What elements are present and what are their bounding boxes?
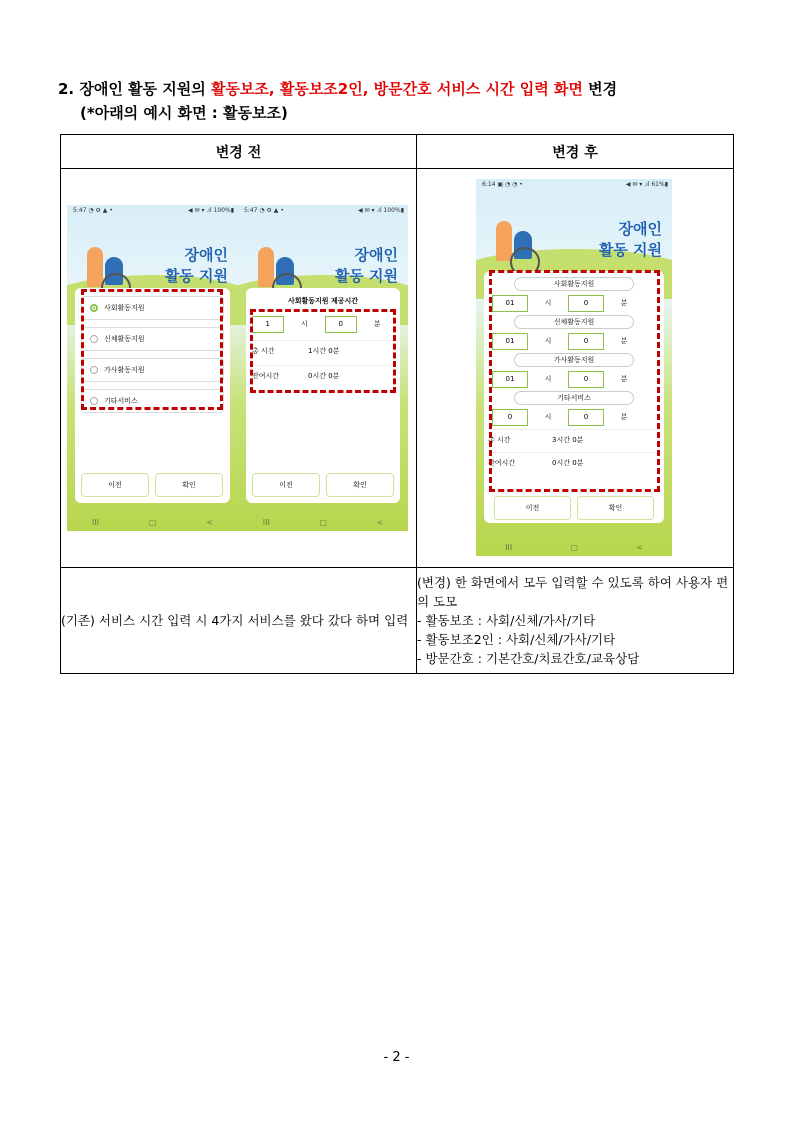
back-icon[interactable]: < [636, 543, 643, 552]
total-value: 1시간 0분 [308, 347, 340, 355]
after-description [417, 568, 734, 674]
option-physical[interactable]: 신체활동지원 [81, 327, 224, 351]
caregiver-illustration [87, 247, 103, 287]
app-title-line2: 활동 지원 [334, 267, 398, 285]
status-bar: 5:47 ◔ ⚙ ▲ • ◀ ✉ ▾ .ıl 100%▮ [73, 207, 234, 214]
hour-input[interactable]: 01 [492, 333, 528, 350]
android-nav-bar [476, 543, 672, 552]
hour-unit: 시 [544, 299, 552, 307]
remain-label: 잔여시간 [252, 372, 280, 380]
minute-unit: 분 [620, 299, 628, 307]
remain-value: 0시간 0분 [308, 372, 340, 380]
service-label: 가사활동지원 [514, 353, 634, 367]
recent-apps-icon[interactable]: III [262, 518, 270, 527]
prev-button[interactable]: 이전 [252, 473, 320, 497]
hour-unit: 시 [544, 337, 552, 345]
hour-input[interactable]: 01 [492, 295, 528, 312]
phone-screen-after [476, 179, 672, 556]
app-title-line1: 장애인 [184, 246, 228, 264]
minute-input[interactable]: 0 [568, 409, 604, 426]
option-social[interactable]: 사회활동지원 [81, 296, 224, 320]
col-after-header: 변경 후 [417, 135, 734, 169]
hour-unit: 시 [300, 320, 308, 328]
total-label: 총 시간 [488, 436, 511, 444]
phone-screen-select [67, 205, 238, 531]
highlight-box [250, 309, 396, 393]
hour-unit: 시 [544, 375, 552, 383]
hour-input[interactable]: 1 [252, 316, 284, 333]
minute-unit: 분 [620, 375, 628, 383]
minute-input[interactable]: 0 [568, 333, 604, 350]
minute-unit: 분 [620, 337, 628, 345]
service-label: 사회활동지원 [514, 277, 634, 291]
app-title-line2: 활동 지원 [598, 241, 662, 259]
section-heading [58, 76, 617, 102]
total-label: 총 시간 [252, 347, 275, 355]
service-label: 기타서비스 [514, 391, 634, 405]
service-title: 사회활동지원 제공시간 [287, 297, 359, 305]
heading-suffix: 변경 [582, 80, 618, 98]
hour-input[interactable]: 01 [492, 371, 528, 388]
minute-unit: 분 [620, 413, 628, 421]
before-description: (기존) 서비스 시간 입력 시 4가지 서비스를 왔다 갔다 하며 입력 [61, 568, 417, 674]
remain-value: 0시간 0분 [552, 459, 584, 467]
heading-prefix: 2. 장애인 활동 지원의 [58, 80, 211, 98]
back-icon[interactable]: < [206, 518, 214, 527]
total-value: 3시간 0분 [552, 436, 584, 444]
status-bar: 6:14 ▣ ◔ ◔ • ◀ ✉ ▾ .ıl 61%▮ [482, 181, 668, 188]
home-icon[interactable]: ▢ [319, 518, 327, 527]
heading-highlight: 활동보조, 활동보조2인, 방문간호 서비스 시간 입력 화면 [210, 80, 583, 98]
minute-input[interactable]: 0 [568, 371, 604, 388]
caregiver-illustration [496, 221, 512, 261]
banner [476, 197, 672, 277]
prev-button[interactable]: 이전 [494, 496, 571, 520]
option-housework[interactable]: 가사활동지원 [81, 358, 224, 382]
status-bar: 5:47 ◔ ⚙ ▲ • ◀ ✉ ▾ .ıl 100%▮ [244, 207, 404, 214]
after-item: - 활동보조2인 : 사회/신체/가사/기타 [417, 632, 616, 647]
phone-screen-time [238, 205, 408, 531]
option-other[interactable]: 기타서비스 [81, 389, 224, 413]
minute-input[interactable]: 0 [568, 295, 604, 312]
minute-unit: 분 [373, 320, 381, 328]
service-label: 신체활동지원 [514, 315, 634, 329]
section-subheading: (*아래의 예시 화면 : 활동보조) [80, 104, 288, 122]
home-icon[interactable]: ▢ [570, 543, 578, 552]
hour-unit: 시 [544, 413, 552, 421]
back-icon[interactable]: < [376, 518, 384, 527]
prev-button[interactable]: 이전 [81, 473, 149, 497]
android-nav-bar [238, 518, 408, 527]
app-title-line1: 장애인 [618, 220, 662, 238]
confirm-button[interactable]: 확인 [577, 496, 654, 520]
page-number: - 2 - [383, 1050, 410, 1065]
home-icon[interactable]: ▢ [148, 518, 157, 527]
confirm-button[interactable]: 확인 [155, 473, 223, 497]
highlight-box [81, 289, 223, 410]
remain-label: 잔여시간 [488, 459, 516, 467]
app-title-line2: 활동 지원 [164, 267, 228, 285]
highlight-box [489, 270, 660, 492]
after-item: - 활동보조 : 사회/신체/가사/기타 [417, 613, 596, 628]
caregiver-illustration [258, 247, 274, 287]
after-item: - 방문간호 : 기본간호/치료간호/교육상담 [417, 651, 640, 666]
confirm-button[interactable]: 확인 [326, 473, 394, 497]
col-before-header: 변경 전 [61, 135, 417, 169]
minute-input[interactable]: 0 [325, 316, 357, 333]
after-intro: (변경) 한 화면에서 모두 입력할 수 있도록 하여 사용자 편의 도모 [417, 575, 729, 609]
app-title-line1: 장애인 [354, 246, 398, 264]
android-nav-bar [67, 518, 238, 527]
recent-apps-icon[interactable]: III [91, 518, 100, 527]
recent-apps-icon[interactable]: III [505, 543, 513, 552]
hour-input[interactable]: 0 [492, 409, 528, 426]
